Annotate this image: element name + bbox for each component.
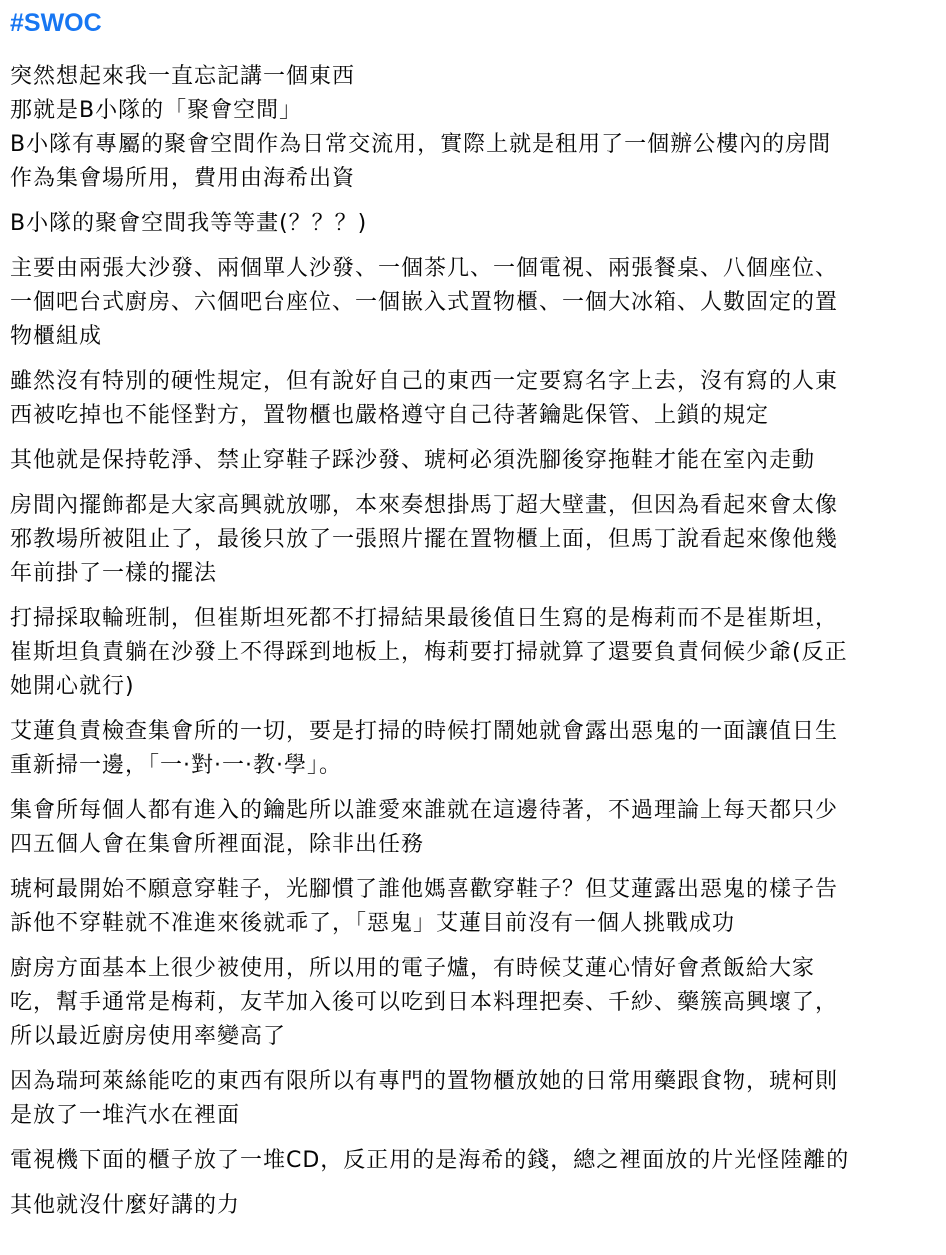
post-paragraph bbox=[10, 60, 938, 196]
paragraph-line: 因為瑞珂萊絲能吃的東西有限所以有專門的置物櫃放她的日常用藥跟食物，琥柯則 bbox=[10, 1069, 839, 1094]
paragraph-line: 訴他不穿鞋就不准進來後就乖了，「惡鬼」艾蓮目前沒有一個人挑戰成功 bbox=[10, 911, 736, 936]
paragraph-line: 西被吃掉也不能怪對方，置物櫃也嚴格遵守自己待著鑰匙保管、上鎖的規定 bbox=[10, 403, 770, 428]
post-paragraph bbox=[10, 365, 938, 433]
paragraph-line: 吃，幫手通常是梅莉，友芊加入後可以吃到日本料理把奏、千紗、藥簇高興壞了， bbox=[10, 990, 839, 1015]
paragraph-line: 主要由兩張大沙發、兩個單人沙發、一個茶几、一個電視、兩張餐桌、八個座位、 bbox=[10, 256, 839, 281]
paragraph-line: 邪教場所被阻止了，最後只放了一張照片擺在置物櫃上面，但馬丁說看起來像他幾 bbox=[10, 527, 839, 552]
paragraph-line: 她開心就行) bbox=[10, 674, 135, 699]
paragraph-line: 其他就是保持乾淨、禁止穿鞋子踩沙發、琥柯必須洗腳後穿拖鞋才能在室內走動 bbox=[10, 448, 816, 473]
paragraph-line: 是放了一堆汽水在裡面 bbox=[10, 1103, 241, 1128]
paragraph-line: 四五個人會在集會所裡面混，除非出任務 bbox=[10, 832, 425, 857]
paragraph-line: 打掃採取輪班制，但崔斯坦死都不打掃結果最後值日生寫的是梅莉而不是崔斯坦， bbox=[10, 606, 839, 631]
paragraph-line: 那就是B小隊的「聚會空間」 bbox=[10, 98, 303, 123]
paragraph-line: 物櫃組成 bbox=[10, 324, 103, 349]
paragraph-line: 崔斯坦負責躺在沙發上不得踩到地板上，梅莉要打掃就算了還要負責伺候少爺(反正 bbox=[10, 640, 848, 665]
paragraph-line: 電視機下面的櫃子放了一堆CD，反正用的是海希的錢，總之裡面放的片光怪陸離的 bbox=[10, 1148, 850, 1173]
paragraph-line: 房間內擺飾都是大家高興就放哪，本來奏想掛馬丁超大壁畫，但因為看起來會太像 bbox=[10, 493, 839, 518]
post-paragraph bbox=[10, 1144, 938, 1178]
post-text bbox=[10, 60, 938, 1223]
post-paragraph bbox=[10, 715, 938, 783]
paragraph-line: 琥柯最開始不願意穿鞋子，光腳慣了誰他媽喜歡穿鞋子？但艾蓮露出惡鬼的樣子告 bbox=[10, 877, 839, 902]
post-paragraph bbox=[10, 207, 938, 241]
post-paragraph bbox=[10, 873, 938, 941]
paragraph-line: 突然想起來我一直忘記講一個東西 bbox=[10, 64, 356, 89]
paragraph-line: 年前掛了一樣的擺法 bbox=[10, 561, 218, 586]
paragraph-line: 重新掃一邊，「一·對·一·教·學」。 bbox=[10, 753, 342, 778]
post-paragraph bbox=[10, 794, 938, 862]
paragraph-line: 所以最近廚房使用率變高了 bbox=[10, 1024, 287, 1049]
paragraph-line: 艾蓮負責檢查集會所的一切，要是打掃的時候打鬧她就會露出惡鬼的一面讓值日生 bbox=[10, 719, 839, 744]
paragraph-line: 作為集會場所用，費用由海希出資 bbox=[10, 166, 356, 191]
post-paragraph bbox=[10, 252, 938, 354]
paragraph-line: B小隊有專屬的聚會空間作為日常交流用，實際上就是租用了一個辦公樓內的房間 bbox=[10, 132, 832, 157]
paragraph-line: 廚房方面基本上很少被使用，所以用的電子爐，有時候艾蓮心情好會煮飯給大家 bbox=[10, 956, 816, 981]
paragraph-line: 雖然沒有特別的硬性規定，但有說好自己的東西一定要寫名字上去，沒有寫的人東 bbox=[10, 369, 839, 394]
post-paragraph bbox=[10, 952, 938, 1054]
post-paragraph bbox=[10, 602, 938, 704]
hashtag-link[interactable]: #SWOC bbox=[10, 9, 102, 37]
post-paragraph bbox=[10, 489, 938, 591]
paragraph-line: B小隊的聚會空間我等等畫(？？？) bbox=[10, 211, 368, 236]
post-paragraph bbox=[10, 444, 938, 478]
paragraph-line: 一個吧台式廚房、六個吧台座位、一個嵌入式置物櫃、一個大冰箱、人數固定的置 bbox=[10, 290, 839, 315]
post-paragraph bbox=[10, 1065, 938, 1133]
paragraph-line: 集會所每個人都有進入的鑰匙所以誰愛來誰就在這邊待著，不過理論上每天都只少 bbox=[10, 798, 839, 823]
post-paragraph bbox=[10, 1189, 938, 1223]
paragraph-line: 其他就沒什麼好講的力 bbox=[10, 1193, 241, 1218]
